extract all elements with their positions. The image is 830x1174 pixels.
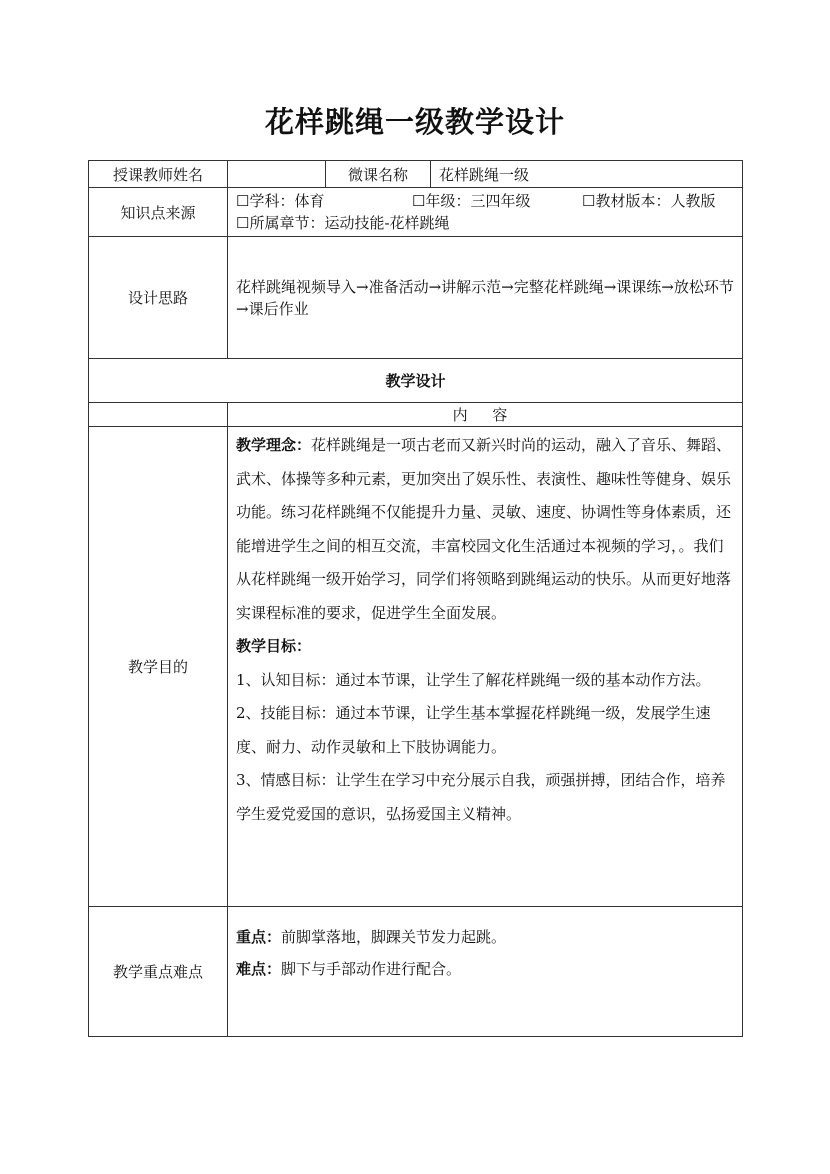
objective-item: 2、技能目标：通过本节课，让学生基本掌握花样跳绳一级，发展学生速度、耐力、动作灵敏和上下肢协调能力。: [236, 704, 711, 756]
focus-line: [236, 921, 734, 953]
concept-title: 教学理念：: [236, 436, 312, 454]
design-idea-text: 花样跳绳视频导入→准备活动→讲解示范→完整花样跳绳→课课练→放松环节→课后作业: [228, 237, 743, 359]
teaching-goal-label: 教学目的: [89, 427, 228, 907]
knowledge-source-label: 知识点来源: [89, 188, 228, 237]
chapter-checkbox: ☐所属章节：运动技能-花样跳绳: [236, 214, 450, 232]
teaching-goal-row: [89, 427, 743, 907]
subject-checkbox: ☐学科：体育: [236, 192, 325, 210]
teaching-design-heading: 教学设计: [89, 359, 743, 403]
objective-item: 1、认知目标：通过本节课，让学生了解花样跳绳一级的基本动作方法。: [236, 670, 711, 689]
knowledge-source-row: [89, 188, 743, 237]
empty-header-cell: [89, 403, 228, 427]
objectives-title: 教学目标：: [236, 637, 312, 655]
teaching-concept: [236, 429, 734, 630]
difficulty-line: [236, 953, 734, 985]
teacher-course-row: [89, 161, 743, 188]
teaching-goal-content: [228, 427, 743, 907]
focus-text: 前脚掌落地，脚踝关节发力起跳。: [281, 928, 507, 946]
grade-checkbox: ☐年级：三四年级: [412, 192, 531, 210]
concept-text: 花样跳绳是一项古老而又新兴时尚的运动，融入了音乐、舞蹈、武术、体操等多种元素，更加突出了娱乐性、表演性、趣味性等健身、娱乐功能。练习花样跳绳不仅能提升力量、灵敏、速度、协调性等身体素质，还能增进学生之间的相互交流，丰富校园文化生活通过本视频的学习，。我们从花样跳绳一级开始学习，同学们将领略到跳绳运动的快乐。从而更好地落实课程标准的要求，促进学生全面发展。: [236, 436, 732, 622]
course-name-value: 花样跳绳一级: [431, 161, 743, 188]
design-idea-label: 设计思路: [89, 237, 228, 359]
objective-item: 3、情感目标：让学生在学习中充分展示自我，顽强拼搏，团结合作，培养学生爱党爱国的意识，弘扬爱国主义精神。: [236, 771, 726, 823]
key-points-row: [89, 907, 743, 1037]
teacher-name-value: [228, 161, 326, 188]
lesson-plan-table: [88, 160, 743, 1037]
design-idea-row: [89, 237, 743, 359]
difficulty-title: 难点：: [236, 960, 282, 978]
difficulty-text: 脚下与手部动作进行配合。: [281, 960, 462, 978]
knowledge-source-cell: [228, 188, 743, 237]
content-header: 内 容: [228, 403, 743, 427]
teacher-name-label: 授课教师姓名: [89, 161, 228, 188]
key-points-label: 教学重点难点: [89, 907, 228, 1037]
objectives-title-line: [236, 630, 734, 664]
page-title: 花样跳绳一级教学设计: [264, 105, 565, 139]
course-name-label: 微课名称: [326, 161, 431, 188]
content-header-row: [89, 403, 743, 427]
key-points-content: [228, 907, 743, 1037]
edition-checkbox: ☐教材版本：人教版: [582, 192, 716, 210]
section-row: [89, 359, 743, 403]
focus-title: 重点：: [236, 928, 282, 946]
